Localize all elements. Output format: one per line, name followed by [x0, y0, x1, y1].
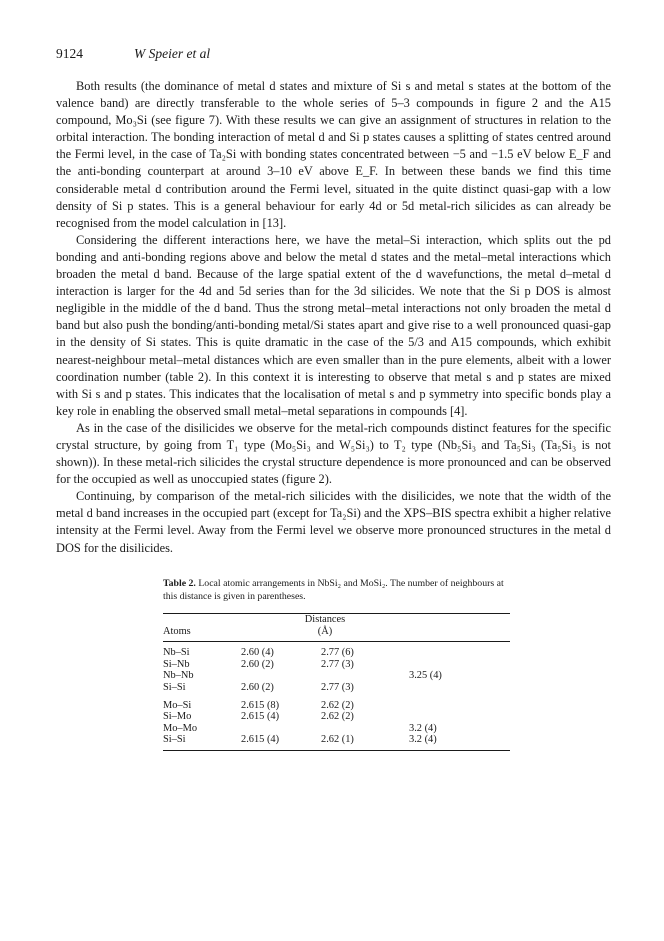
cell-distance-3 [409, 711, 510, 723]
running-head: W Speier et al [134, 46, 211, 61]
cell-distance-3 [409, 659, 510, 671]
cell-distance-3 [409, 642, 510, 659]
cell-distance-1: 2.615 (8) [241, 699, 280, 711]
cell-distance-3 [409, 694, 510, 712]
table-row [163, 723, 510, 735]
paragraph: Both results (the dominance of metal d states and mixture of Si s and metal s states at the bottom of the valence band) are directly transferable to the whole series of 5–3 compounds in figure 2 and the A15 compound, Mo₃Si (see figure 7). With these results we can give an assignment of structures in relation to the orbital interaction. The bonding interaction of metal d and Si p states causes a splitting of states centred around the Fermi level, in the case of Ta₂Si with bonding states concentrated between −5 and −1.5 eV below E_F and the anti-bonding counterpart at around 3–10 eV above E_F. In between these bands we find this time considerable metal d contribution around the Fermi level, situated in the quite distinct quasi-gap with a low density of Si p states. This is a general behaviour for early 4d or 5d metal-rich silicides as can already be recognised from the model calculation in [13]. [56, 79, 611, 230]
table-row [163, 734, 510, 750]
cell-atoms: Si–Si [163, 681, 186, 693]
paragraph: Considering the different interactions here, we have the metal–Si interaction, which splits out the pd bonding and anti-bonding regions above and below the metal d states and the metal–metal interactions which broaden the metal d band. Because of the large spatial extent of the d wavefunctions, the metal d–metal d interaction is larger for the 4d and 5d series than for the 3d silicides. We note that the Si p DOS is almost negligible in the middle of the d band. Thus the strong metal–metal interactions not only broaden the metal d band but also push the bonding/anti-bonding metal/Si states apart and give rise to a well pronounced quasi-gap in the density of Si states. This is quite dramatic in the case of the 5/3 and A15 compounds, which exhibit nearest-neighbour metal–metal distances which are even smaller than in the pure elements, albeit with a lower coordination number (table 2). In this context it is interesting to observe that metal s and p states are mixed with Si s and p states. This indicates that the localisation of metal s and p symmetry into specific bonds play a key role in enabling the observed small metal–metal separations in compounds [4]. [56, 232, 611, 418]
table-group-mosi2 [163, 694, 510, 751]
table-group-nbsi2 [163, 642, 510, 694]
cell-distance-1 [241, 723, 321, 735]
page-number: 9124 [56, 46, 83, 61]
cell-atoms: Si–Si [163, 734, 241, 750]
table-caption [163, 577, 510, 603]
cell-distance-1 [241, 670, 321, 682]
table-row [163, 670, 510, 682]
table-caption-text: Local atomic arrangements in NbSi₂ and MoSi₂. The number of neighbours at this distance is given in parentheses. [163, 578, 504, 602]
cell-distance-3: 3.2 (4) [409, 734, 510, 750]
cell-atoms: Nb–Si [163, 647, 190, 659]
cell-distance-2: 2.77 (6) [321, 647, 354, 659]
cell-distance-2 [321, 723, 409, 735]
cell-distance-1: 2.60 (4) [241, 647, 274, 659]
table-row [163, 711, 510, 723]
col-header-atoms: Atoms [163, 626, 241, 642]
cell-distance-2: 2.62 (1) [321, 734, 409, 750]
paragraph: As in the case of the disilicides we observe for the metal-rich compounds distinct features for the specific crystal structure, by going from T₁ type (Mo₅Si₃ and W₅Si₃) to T₂ type (Nb₅Si₃ and Ta₅Si₃ (Ta₅Si₃ is not shown)). In these metal-rich silicides the crystal structure dependence is more pronounced and can be observed for the occupied as well as unoccupied states (figure 2). [56, 420, 611, 487]
cell-distance-1: 2.60 (2) [241, 681, 274, 693]
cell-distance-1: 2.60 (2) [241, 658, 274, 670]
body-text [56, 78, 611, 557]
cell-distance-2: 2.77 (3) [321, 681, 354, 693]
table-row [163, 659, 510, 671]
cell-distance-3: 3.2 (4) [409, 722, 437, 734]
cell-distance-1: 2.615 (4) [241, 734, 321, 750]
cell-atoms: Nb–Nb [163, 670, 194, 682]
distances-table [163, 613, 510, 751]
cell-distance-2: 2.62 (2) [321, 711, 354, 723]
cell-distance-2: 2.62 (2) [321, 699, 354, 711]
cell-atoms: Mo–Mo [163, 722, 198, 734]
col-header-distances: Distances [241, 614, 409, 626]
table-row [163, 694, 510, 712]
cell-distance-3: 3.25 (4) [409, 670, 442, 682]
cell-distance-3 [409, 682, 510, 694]
cell-distance-2: 2.77 (3) [321, 658, 354, 670]
cell-distance-1: 2.615 (4) [241, 711, 280, 723]
page-header [56, 46, 608, 62]
table-row [163, 682, 510, 694]
cell-distance-2 [321, 670, 409, 682]
cell-atoms: Mo–Si [163, 699, 192, 711]
cell-atoms: Si–Nb [163, 658, 190, 670]
table-row [163, 642, 510, 659]
col-header-units: (Å) [241, 626, 409, 642]
paragraph: Continuing, by comparison of the metal-rich silicides with the disilicides, we note that the width of the metal d band increases in the occupied part (except for Ta₂Si) and the XPS–BIS spectra exhibit a higher relative intensity at the Fermi level. Away from the Fermi level we observe more pronounced structures in the metal d DOS for the disilicides. [56, 489, 611, 555]
table-label: Table 2. [163, 578, 196, 589]
cell-atoms: Si–Mo [163, 711, 192, 723]
